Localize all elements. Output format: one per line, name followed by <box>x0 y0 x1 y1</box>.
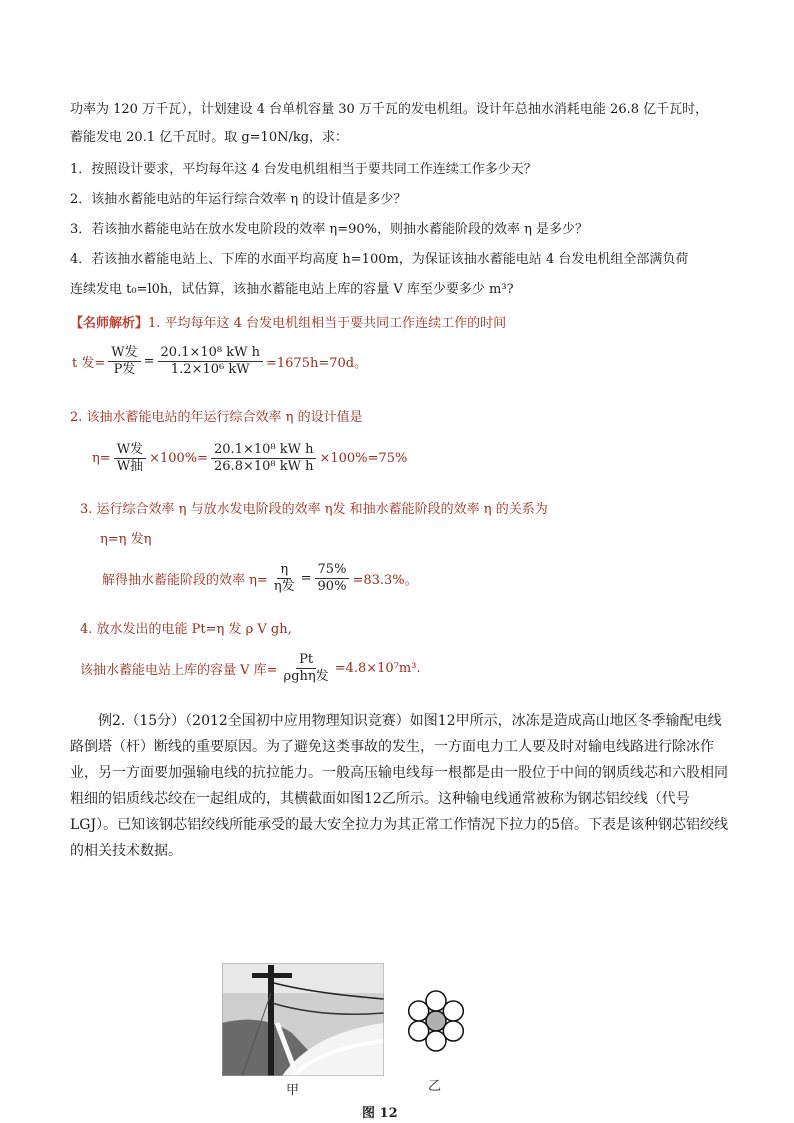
eq2-f1-denominator: W抽 <box>116 459 144 474</box>
question-2: 2．该抽水蓄能电站的年运行综合效率 η 的设计值是多少？ <box>70 192 407 207</box>
analysis-step-1-title <box>70 314 506 334</box>
eq1-result: =1675h=70d。 <box>266 356 368 371</box>
analysis-step-1-text: 1. 平均每年这 4 台发电机组相当于要共同工作连续工作的时间 <box>148 316 507 331</box>
intro-line-1: 功率为 120 万千瓦），计划建设 4 台单机容量 30 万千瓦的发电机组。设计年总抽水消耗电能 26.8 亿千瓦时， <box>70 102 709 117</box>
eq2-result: ×100%=75% <box>319 451 408 466</box>
question-4: 4．若该抽水蓄能电站上、下库的水面平均高度 h=100m，为保证该抽水蓄能电站 4 台发电机组全部满负荷 <box>70 252 689 267</box>
aluminum-strand <box>443 1021 463 1041</box>
question-1: 1．按照设计要求，平均每年这 4 台发电机组相当于要共同工作连续工作多少天？ <box>70 162 537 177</box>
equation-1: t 发= $\frac{\text{W发}}{\text{P发}}$ = $\frac{\text{20.1×10⁸ kW h}}{\text{1.2×10⁶ kW}}$ =1675h=70d。 <box>72 345 368 377</box>
iced-pole-illustration <box>222 963 384 1076</box>
eq1-f1-denominator: P发 <box>113 362 136 377</box>
analysis-step-3-title: 3. 运行综合效率 η 与放水发电阶段的效率 η发 和抽水蓄能阶段的效率 η 的关系为 <box>80 502 548 517</box>
equation-4 <box>80 652 421 685</box>
eq2-f2-denominator: 26.8×10⁸ kW h <box>214 459 314 474</box>
eq4-lhs: 该抽水蓄能电站上库的容量 V 库= <box>80 663 278 678</box>
eq1-fraction-1 <box>108 345 140 378</box>
eq2-f1-numerator: W发 <box>114 442 146 459</box>
eq1-f2-numerator: 20.1×10⁸ kW h <box>158 345 263 362</box>
eq4-result: =4.8×10⁷m³. <box>334 661 421 676</box>
question-4-cont: 连续发电 t₀=l0h，试估算，该抽水蓄能电站上库的容量 V 库至少要多少 m³? <box>70 282 514 297</box>
eq3-result: =83.3%。 <box>352 573 418 588</box>
eq1-f1-numerator: W发 <box>108 345 140 362</box>
figure-label-b: 乙 <box>428 1079 442 1094</box>
intro-line-2: 蓄能发电 20.1 亿千瓦时。取 g=10N/kg，求： <box>70 130 349 145</box>
eq3-f2-denominator: 90% <box>317 579 347 594</box>
eq3-f1-numerator: η <box>277 562 291 579</box>
eq1-f2-denominator: 1.2×10⁶ kW <box>170 362 250 377</box>
analysis-step-3-relation: η=η 发η <box>100 532 152 547</box>
eq2-mid: ×100%= <box>149 451 209 466</box>
eq3-f1-denominator: η发 <box>273 579 295 594</box>
eq2-f2-numerator: 20.1×10⁸ kW h <box>211 442 316 459</box>
figure-label-a: 甲 <box>286 1083 300 1098</box>
eq1-lhs: t 发= <box>72 356 106 371</box>
eq3-lhs: 解得抽水蓄能阶段的效率 η= <box>102 573 268 588</box>
analysis-tag: 【名师解析】 <box>70 316 149 331</box>
aluminum-strand <box>409 1001 429 1021</box>
eq4-numerator: Pt <box>296 652 316 669</box>
eq3-f2-numerator: 75% <box>315 562 350 579</box>
equation-2 <box>92 442 407 475</box>
eq3-fraction-1 <box>271 562 298 595</box>
eq2-lhs: η= <box>92 451 111 466</box>
analysis-step-2-title: 2. 该抽水蓄能电站的年运行综合效率 η 的设计值是 <box>70 410 363 425</box>
eq4-denominator: ρghη发 <box>283 669 329 684</box>
aluminum-strand <box>443 1001 463 1021</box>
eq2-fraction-2 <box>211 442 316 475</box>
question-3: 3．若该抽水蓄能电站在放水发电阶段的效率 η=90%，则抽水蓄能阶段的效率 η 是多少？ <box>70 222 589 237</box>
figure-caption: 图 12 <box>362 1106 398 1121</box>
aluminum-strand <box>409 1021 429 1041</box>
eq3-fraction-2 <box>315 562 350 595</box>
example-paragraph: 例2.（15分）（2012全国初中应用物理知识竞赛）如图12甲所示，冰冻是造成高山地区冬季输配电线路倒塔（杆）断线的重要原因。为了避免这类事故的发生，一方面电力工人要及时对输电线路进行除冰作业，另一方面要加强输电线的抗拉能力。一般高压输电线每一根都是由一股位于中间的钢质线芯和六股相同粗细的铝质线芯绞在一起组成的，其横截面如图12乙所示。这种输电线通常被称为钢芯铝绞线（代号LGJ）。已知该钢芯铝绞线所能承受的最大安全拉力为其正常工作情况下拉力的5倍。下表是该种钢芯铝绞线的相关技术数据。 <box>70 713 728 859</box>
wire-cross-section-diagram <box>402 985 470 1057</box>
analysis-step-4-title: 4. 放水发出的电能 Pt=η 发 ρ V gh, <box>80 622 292 637</box>
eq4-fraction <box>281 652 332 685</box>
equation-3: 解得抽水蓄能阶段的效率 η= $\frac{\eta}{\text{η发}}$ = $\frac{75\%}{90\%}$ =83.3%。 <box>102 562 418 594</box>
figure-photo-iced-pole <box>222 963 384 1076</box>
eq1-fraction-2 <box>158 345 263 378</box>
figure-wire-cross-section <box>402 985 470 1057</box>
eq2-fraction-1 <box>114 442 146 475</box>
